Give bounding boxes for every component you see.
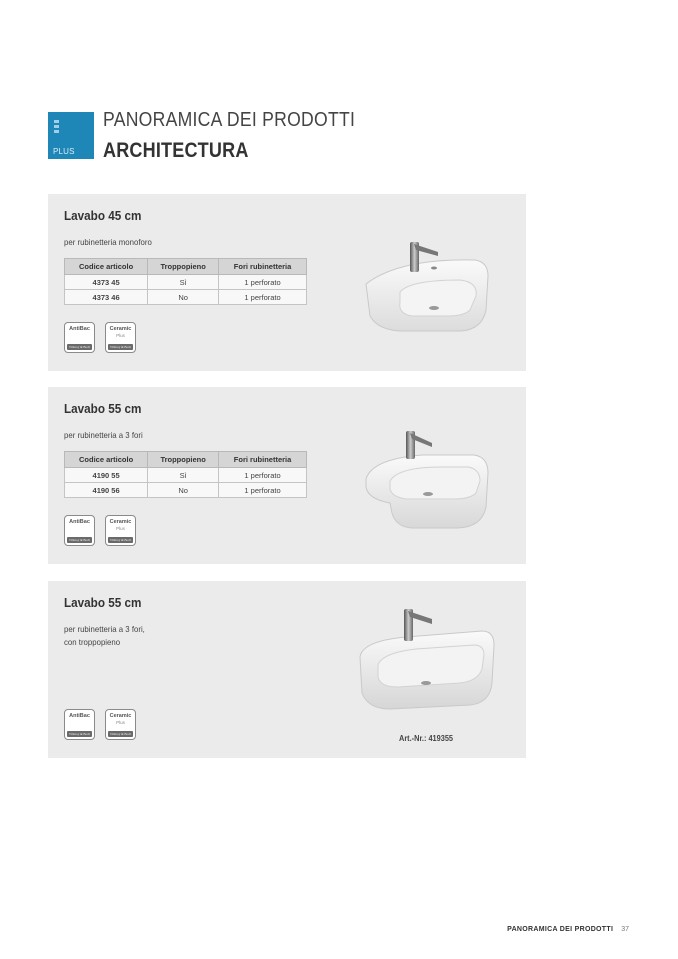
col-header-holes: Fori rubinetteria <box>219 259 307 275</box>
cell-holes: 1 perforato <box>219 275 307 290</box>
ceramicplus-badge-icon: Ceramic Plus Villeroy & Boch <box>105 515 136 546</box>
brand-logo-box <box>48 112 94 159</box>
ceramicplus-badge-icon: Ceramic Plus Villeroy & Boch <box>105 709 136 740</box>
product-card-2 <box>48 387 526 564</box>
cell-code: 4373 45 <box>65 275 148 290</box>
page-subtitle: ARCHITECTURA <box>103 139 249 162</box>
cell-overflow: Sì <box>148 275 219 290</box>
cell-code: 4373 46 <box>65 290 148 305</box>
product-title: Lavabo 55 cm <box>64 401 142 416</box>
col-header-code: Codice articolo <box>65 452 148 468</box>
product-table <box>64 451 307 498</box>
antibac-badge-icon: AntiBac Villeroy & Boch <box>64 322 95 353</box>
certification-badges <box>64 515 136 546</box>
article-number: Art.-Nr.: 419355 <box>399 734 454 743</box>
page-footer <box>507 926 629 933</box>
table-row <box>65 290 307 305</box>
product-description <box>64 623 145 649</box>
col-header-code: Codice articolo <box>65 259 148 275</box>
antibac-badge-icon: AntiBac Villeroy & Boch <box>64 709 95 740</box>
brand-plus-label: PLUS <box>53 147 75 156</box>
ceramicplus-badge-icon: Ceramic Plus Villeroy & Boch <box>105 322 136 353</box>
product-description-line: per rubinetteria a 3 fori, <box>64 624 145 634</box>
certification-badges <box>64 709 136 740</box>
page-number: 37 <box>621 926 629 933</box>
cell-overflow: Sì <box>148 468 219 483</box>
product-title: Lavabo 45 cm <box>64 208 142 223</box>
cell-code: 4190 56 <box>65 483 148 498</box>
product-title: Lavabo 55 cm <box>64 595 142 610</box>
product-description-line: con troppopieno <box>64 637 121 647</box>
table-row <box>65 483 307 498</box>
col-header-overflow: Troppopieno <box>148 452 219 468</box>
product-table <box>64 258 307 305</box>
table-row <box>65 468 307 483</box>
cell-overflow: No <box>148 290 219 305</box>
col-header-holes: Fori rubinetteria <box>219 452 307 468</box>
cell-holes: 1 perforato <box>219 483 307 498</box>
antibac-badge-icon: AntiBac Villeroy & Boch <box>64 515 95 546</box>
cell-code: 4190 55 <box>65 468 148 483</box>
product-card-3 <box>48 581 526 758</box>
col-header-overflow: Troppopieno <box>148 259 219 275</box>
cell-holes: 1 perforato <box>219 290 307 305</box>
certification-badges <box>64 322 136 353</box>
washbasin-image <box>360 238 495 334</box>
footer-title: PANORAMICA DEI PRODOTTI <box>507 926 614 933</box>
product-card-1 <box>48 194 526 371</box>
product-description: per rubinetteria a 3 fori <box>64 430 143 440</box>
cell-overflow: No <box>148 483 219 498</box>
product-description: per rubinetteria monoforo <box>64 237 152 247</box>
washbasin-image <box>362 429 492 531</box>
page-title: PANORAMICA DEI PRODOTTI <box>103 109 356 131</box>
washbasin-image <box>356 607 498 713</box>
brand-dots-icon <box>54 120 59 135</box>
cell-holes: 1 perforato <box>219 468 307 483</box>
table-row <box>65 275 307 290</box>
